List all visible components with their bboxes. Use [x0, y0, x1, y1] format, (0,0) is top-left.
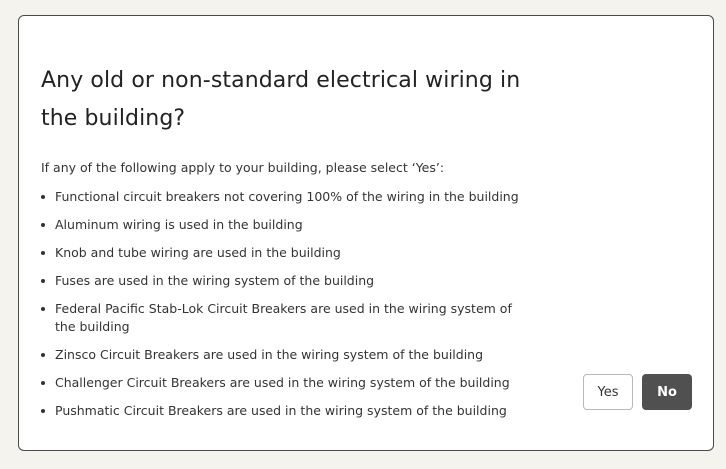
bullet-icon: [41, 381, 45, 385]
list-item: [41, 272, 531, 290]
list-item: [41, 188, 531, 206]
list-item-text: Knob and tube wiring are used in the building: [55, 245, 341, 260]
list-item-text: Functional circuit breakers not covering 100% of the wiring in the building: [55, 189, 519, 204]
question-title: [41, 62, 531, 138]
list-item-text: Federal Pacific Stab-Lok Circuit Breakers are used in the wiring system of the building: [55, 301, 512, 334]
list-item-text: Pushmatic Circuit Breakers are used in the wiring system of the building: [55, 403, 507, 418]
no-button[interactable]: No: [642, 374, 692, 410]
list-item: [41, 374, 531, 392]
list-item: [41, 300, 531, 336]
question-instructions: If any of the following apply to your building, please select ‘Yes’:: [41, 160, 445, 175]
bullet-icon: [41, 279, 45, 283]
question-content: [41, 62, 531, 430]
list-item-text: Zinsco Circuit Breakers are used in the wiring system of the building: [55, 347, 484, 362]
bullet-icon: [41, 223, 45, 227]
question-title-line-2: the building?: [41, 106, 186, 131]
list-item: [41, 244, 531, 262]
bullet-icon: [41, 409, 45, 413]
list-item: [41, 402, 531, 420]
bullet-icon: [41, 195, 45, 199]
question-title-line-1: Any old or non-standard electrical wiring in: [41, 68, 521, 93]
bullet-icon: [41, 353, 45, 357]
conditions-list: [41, 188, 531, 420]
list-item-text: Challenger Circuit Breakers are used in the wiring system of the building: [55, 375, 510, 390]
bullet-icon: [41, 307, 45, 311]
question-card: [18, 15, 714, 451]
list-item: [41, 216, 531, 234]
list-item-text: Fuses are used in the wiring system of the building: [55, 273, 375, 288]
list-item: [41, 346, 531, 364]
yes-button[interactable]: Yes: [583, 374, 633, 410]
list-item-text: Aluminum wiring is used in the building: [55, 217, 303, 232]
bullet-icon: [41, 251, 45, 255]
